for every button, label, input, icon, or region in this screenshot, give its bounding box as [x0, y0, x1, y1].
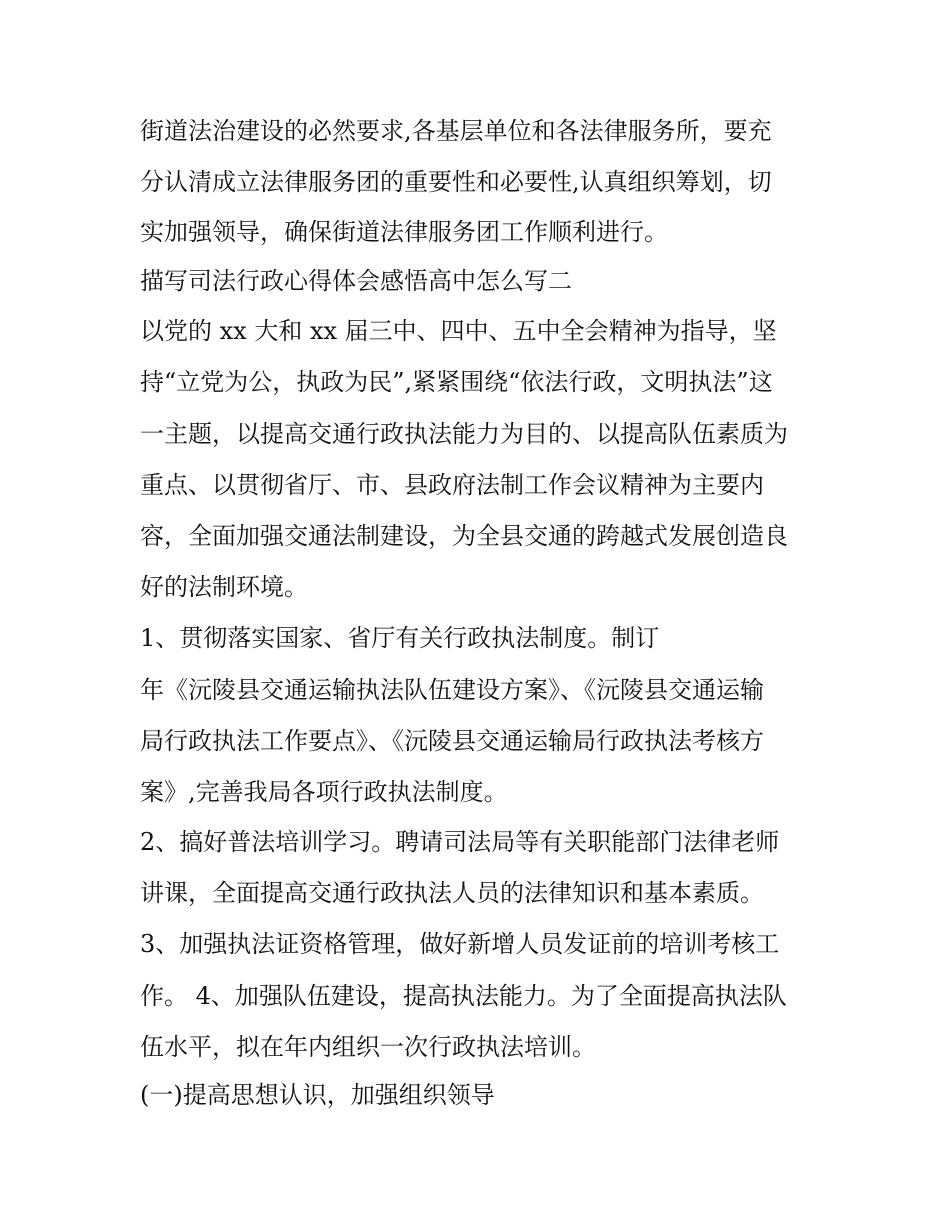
- text-line: 案》,完善我局各项行政执法制度。: [140, 778, 508, 806]
- text-line: 好的法制环境。: [140, 573, 308, 601]
- text-line: 局行政执法工作要点》、《沅陵县交通运输局行政执法考核方: [140, 727, 764, 755]
- list-item: 3、加强执法证资格管理，做好新增人员发证前的培训考核工: [140, 930, 780, 958]
- section-heading: 描写司法行政心得体会感悟高中怎么写二: [140, 267, 572, 295]
- section-heading: (一)提高思想认识，加强组织领导: [140, 1081, 495, 1109]
- text-line: 以党的 xx 大和 xx 届三中、四中、五中全会精神为指导，坚: [140, 317, 777, 345]
- text-line: 分认清成立法律服务团的重要性和必要性,认真组织筹划，切: [140, 168, 772, 196]
- text-line: 年《沅陵县交通运输执法队伍建设方案》、《沅陵县交通运输: [140, 676, 764, 704]
- text-line: 伍水平，拟在年内组织一次行政执法培训。: [140, 1033, 596, 1061]
- text-line: 街道法治建设的必然要求,各基层单位和各法律服务所，要充: [140, 117, 772, 145]
- list-item: 2、搞好普法培训学习。聘请司法局等有关职能部门法律老师: [140, 828, 780, 856]
- text-line: 容，全面加强交通法制建设，为全县交通的跨越式发展创造良: [140, 522, 788, 550]
- text-line: 一主题，以提高交通行政执法能力为目的、以提高队伍素质为: [140, 420, 788, 448]
- list-item: 1、贯彻落实国家、省厅有关行政执法制度。制订: [140, 624, 660, 652]
- text-line: 实加强领导，确保街道法律服务团工作顺利进行。: [140, 218, 668, 246]
- text-line: 持“立党为公，执政为民”,紧紧围绕“依法行政，文明执法”这: [140, 368, 773, 396]
- text-line: 讲课，全面提高交通行政执法人员的法律知识和基本素质。: [140, 879, 764, 907]
- text-line: 重点、以贯彻省厅、市、县政府法制工作会议精神为主要内: [140, 471, 764, 499]
- text-line: 作。 4、加强队伍建设，提高执法能力。为了全面提高执法队: [140, 982, 787, 1010]
